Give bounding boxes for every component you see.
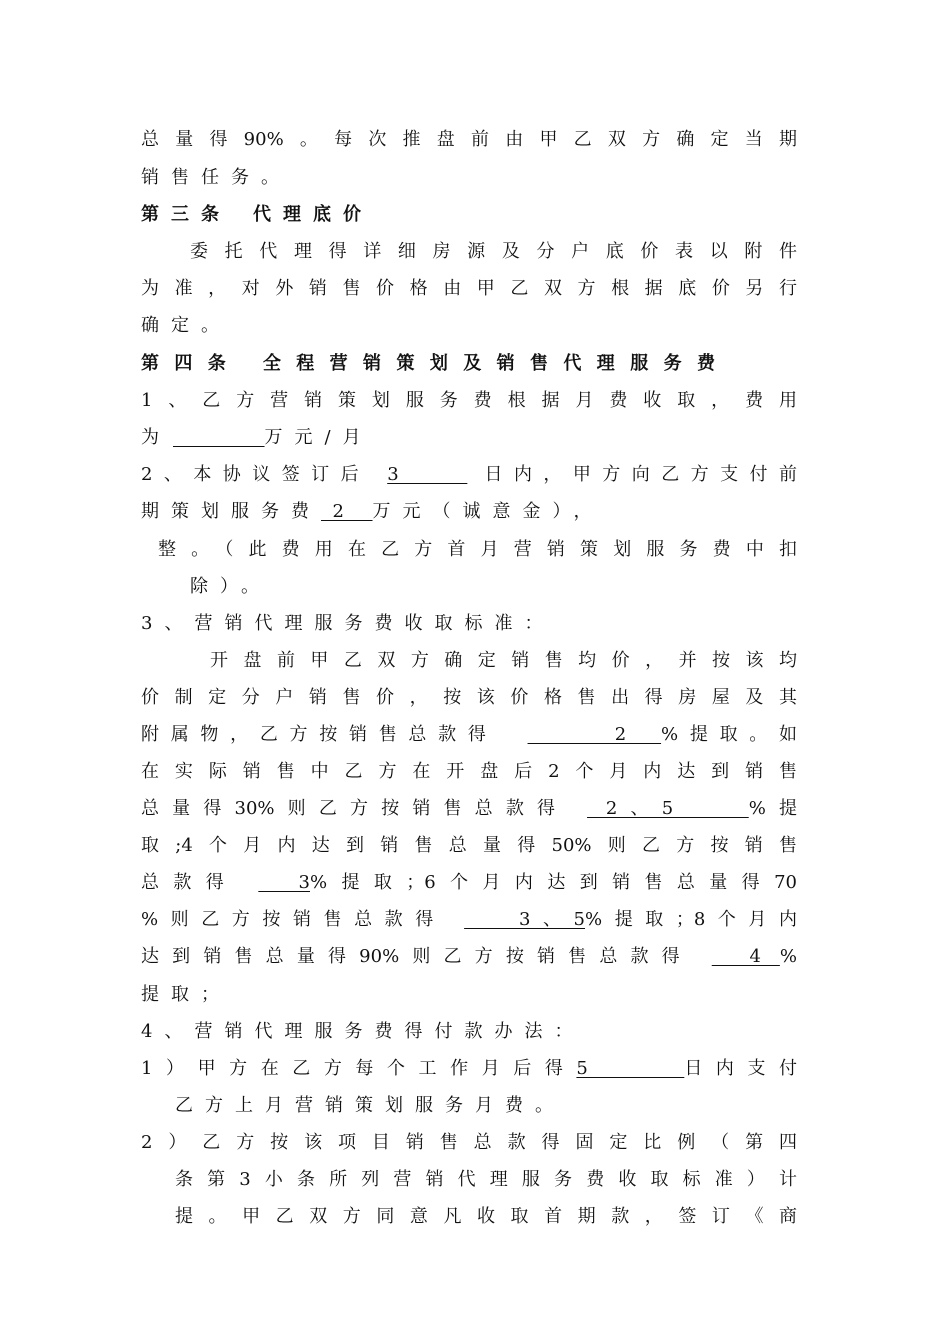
text-line: 提取；	[141, 984, 231, 1005]
text-line: 期策划服务费 2 万元（诚意金），	[141, 501, 604, 522]
text-line: 总量得30%则乙方按销售总款得 2、5 %提	[141, 798, 797, 819]
text-line: 确定。	[141, 315, 231, 336]
text-line: 为 万元/月	[141, 427, 373, 448]
fill-blank: 4	[711, 946, 780, 967]
text-line: 为准，对外销售价格由甲乙双方根据底价另行	[141, 278, 797, 299]
article-title: 代理底价	[253, 204, 373, 225]
text-line: 达到销售总量得90%则乙方按销售总款得 4 %	[141, 946, 797, 967]
text-line: 提。甲乙双方同意凡收取首期款，签订《商	[175, 1206, 797, 1227]
text-line: 1）甲方在乙方每个工作月后得5 日内支付	[141, 1058, 798, 1079]
text-line: 销售任务。	[141, 167, 291, 188]
fill-blank	[173, 427, 265, 448]
text-line: 委托代理得详细房源及分户底价表以附件	[190, 241, 797, 262]
article-title: 全程营销策划及销售代理服务费	[262, 353, 715, 374]
text-line: 开盘前甲乙双方确定销售均价，并按该均	[210, 650, 797, 671]
article-heading	[141, 203, 797, 227]
fill-blank: 3	[387, 464, 468, 485]
text-line: 2）乙方按该项目销售总款得固定比例（第四	[141, 1132, 797, 1153]
text-line: 除）。	[190, 576, 271, 597]
article-heading	[141, 352, 715, 376]
fill-blank: 2	[321, 501, 373, 522]
text-line: 总款得 3%提取；6个月内达到销售总量得70	[141, 872, 797, 893]
text-line: %则乙方按销售总款得 3、5%提取；8个月内	[141, 909, 797, 930]
text-line: 价制定分户销售价，按该价格售出得房屋及其	[141, 687, 797, 708]
article-number: 第四条	[141, 353, 242, 374]
text-line: 4、营销代理服务费得付款办法：	[141, 1021, 585, 1042]
article-number: 第三条	[141, 204, 231, 225]
fill-blank: 2、5	[587, 798, 749, 819]
text-line: 1、乙方营销策划服务费根据月费收取，费用	[141, 390, 797, 411]
fill-blank: 5	[576, 1058, 685, 1079]
text-line: 总量得90%。每次推盘前由甲乙双方确定当期	[141, 129, 797, 150]
text-line: 3、营销代理服务费收取标准：	[141, 613, 555, 634]
text-line: 条第3小条所列营销代理服务费收取标准）计	[175, 1169, 797, 1190]
text-line: 取;4个月内达到销售总量得50%则乙方按销售	[141, 835, 797, 856]
text-line: 整。（此费用在乙方首月营销策划服务费中扣	[158, 539, 797, 560]
text-line: 乙方上月营销策划服务月费。	[175, 1095, 565, 1116]
fill-blank: 2	[527, 724, 662, 745]
fill-blank: 3、5	[464, 909, 586, 930]
text-line: 2、本协议签订后 3 日内，甲方向乙方支付前	[141, 464, 797, 485]
text-line: 在实际销售中乙方在开盘后2个月内达到销售	[141, 761, 797, 782]
text-line: 附属物，乙方按销售总款得 2 %提取。如	[141, 724, 797, 745]
fill-blank: 3	[258, 872, 310, 893]
